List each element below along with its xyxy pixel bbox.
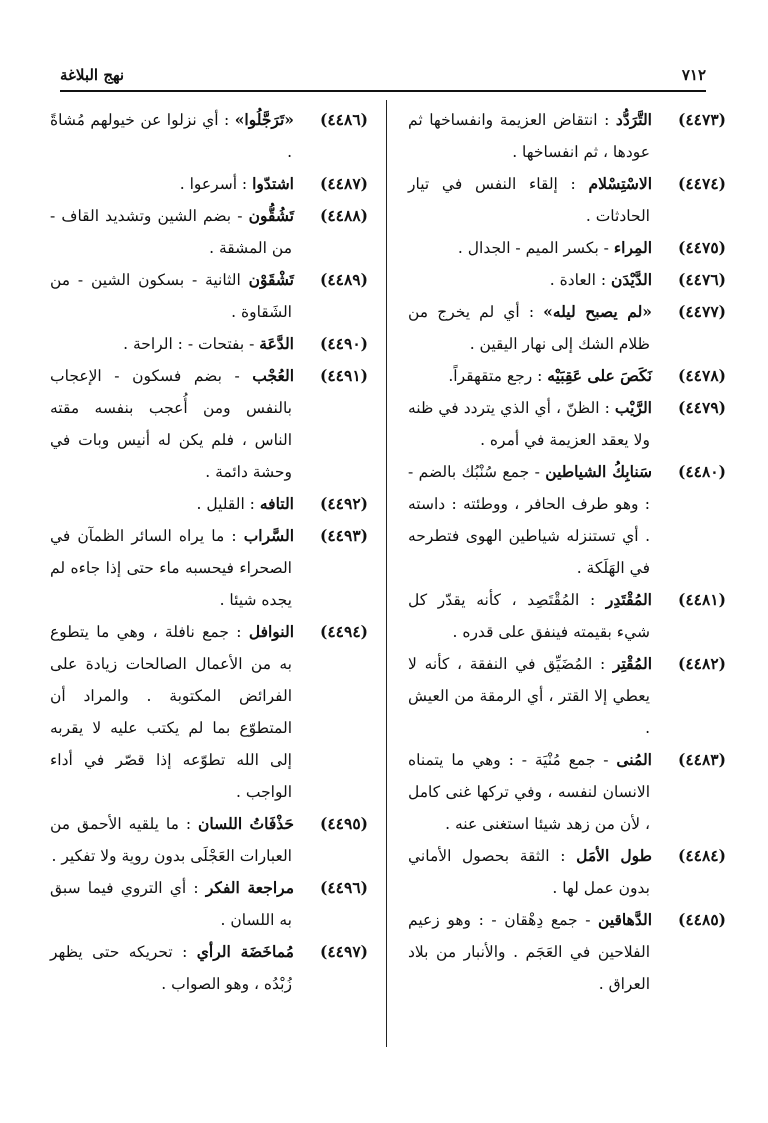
right-column: [408, 104, 726, 1000]
entry-number: (٤٤٧٩): [678, 398, 726, 417]
entry-definition: : انتقاض العزيمة وانفساخها ثم عودها ، ثم انفساخها .: [408, 111, 650, 161]
running-title: نهج البلاغة: [60, 66, 125, 84]
glossary-entry: [408, 744, 726, 840]
entry-definition: : الثقة بحصول الأماني بدون عمل لها .: [408, 847, 650, 897]
entry-headword: المُنى: [616, 750, 652, 769]
glossary-entry: [50, 328, 368, 360]
glossary-entry: [50, 808, 368, 872]
entry-headword: طول الأمَل: [576, 846, 652, 865]
entry-number: (٤٤٨٦): [320, 110, 368, 129]
entry-headword: النوافل: [248, 622, 294, 641]
entry-headword: الدَّيْدَن: [611, 270, 652, 289]
entry-number: (٤٤٨٠): [677, 462, 726, 481]
glossary-entry: [50, 264, 368, 328]
entry-headword: التافه: [259, 494, 294, 513]
entry-number: (٤٤٧٣): [678, 110, 726, 129]
entry-headword: الاسْتِسْلام: [588, 174, 652, 193]
entry-headword: المُقْتَدِر: [605, 590, 652, 609]
glossary-entry: [408, 584, 726, 648]
entry-headword: المُقْتِر: [612, 654, 652, 673]
entry-definition: : تحريكه حتى يظهر زُبْدُه ، وهو الصواب .: [50, 943, 292, 993]
entry-headword: مراجعة الفكر: [205, 878, 294, 897]
entry-number: (٤٤٨٨): [320, 206, 368, 225]
entry-number: (٤٤٩٣): [320, 526, 368, 545]
glossary-entry: [50, 616, 368, 808]
entry-number: (٤٤٩٥): [320, 814, 368, 833]
glossary-entry: [50, 200, 368, 264]
entry-definition: - بضم الشين وتشديد القاف - من المشقة .: [50, 207, 292, 257]
entry-definition: : إلقاء النفس في تيار الحادثات .: [408, 175, 650, 225]
glossary-entry: [408, 104, 726, 168]
glossary-entry: [408, 840, 726, 904]
entry-number: (٤٤٧٥): [678, 238, 726, 257]
entry-headword: العُجْب: [252, 366, 294, 385]
page-number: ٧١٢: [681, 66, 706, 84]
entry-number: (٤٤٧٨): [678, 366, 726, 385]
glossary-entry: [50, 488, 368, 520]
entry-headword: تَشُقُّون: [248, 206, 294, 225]
entry-number: (٤٤٨٤): [677, 846, 726, 865]
entry-definition: : أي نزلوا عن خيولهم مُشاةً .: [50, 111, 292, 161]
glossary-entry: [408, 648, 726, 744]
entry-headword: مُماخَضَة الرأي: [196, 942, 294, 961]
glossary-entry: [408, 456, 726, 584]
left-column: [50, 104, 368, 1000]
entry-headword: تَشْقَوْن: [248, 270, 294, 289]
entry-number: (٤٤٨٥): [678, 910, 726, 929]
entry-definition: - بضم فسكون - الإعجاب بالنفس ومن أُعجب بنفسه مقته الناس ، فلم يكن له أنيس وبات في وحشة دائمة .: [50, 367, 292, 481]
entry-headword: «لم يصبح ليله»: [543, 302, 652, 321]
entry-definition: الثانية - بسكون الشين - من الشَقاوة .: [50, 271, 292, 321]
entry-definition: - جمع سُنْبُك بالضم - : وهو طرف الحافر ، ووطئته : داسته . أي تستنزله شياطين الهوى فتطرحه في الهَلَكة .: [408, 463, 650, 577]
entry-number: (٤٤٨٧): [320, 174, 368, 193]
entry-definition: : أي التروي فيما سبق به اللسان .: [50, 879, 292, 929]
entry-headword: حَذْفَاتُ اللسان: [198, 814, 294, 833]
entry-definition: : ما يراه السائر الظمآن في الصحراء فيحسبه ماء حتى إذا جاءه لم يجده شيئا .: [50, 527, 292, 609]
glossary-entry: [408, 232, 726, 264]
entry-headword: نَكَصَ على عَقِبَيْه: [547, 366, 652, 385]
entry-headword: السَّراب: [243, 526, 294, 545]
entry-number: (٤٤٨٣): [677, 750, 726, 769]
entry-headword: الدَّهاقين: [598, 910, 652, 929]
glossary-entry: [408, 296, 726, 360]
entry-headword: «تَرَجَّلُوا»: [234, 110, 294, 129]
entry-definition: : المُضَيِّق في النفقة ، كأنه لا يعطي إلا القتر ، أي الرمقة من العيش .: [408, 655, 650, 737]
entry-definition: : العادة .: [549, 271, 607, 289]
entry-number: (٤٤٩٧): [320, 942, 368, 961]
glossary-entry: [408, 360, 726, 392]
glossary-entry: [50, 520, 368, 616]
column-divider: [386, 100, 387, 1047]
header-rule: [60, 90, 706, 92]
entry-number: (٤٤٩٤): [320, 622, 368, 641]
entry-definition: : أسرعوا .: [179, 175, 248, 193]
glossary-entry: [408, 264, 726, 296]
entry-definition: - بكسر الميم - الجدال .: [457, 239, 609, 257]
entry-definition: - بفتحات - : الراحة .: [123, 335, 255, 353]
entry-definition: : ما يلقيه الأحمق من العبارات العَجْلَى بدون روية ولا تفكير .: [50, 815, 292, 865]
page-header: [60, 62, 706, 88]
entry-definition: : الظنّ ، أي الذي يتردد في ظنه ولا يعقد العزيمة في أمره .: [408, 399, 650, 449]
entry-definition: : جمع نافلة ، وهي ما يتطوع به من الأعمال الصالحات زيادة على الفرائض المكتوبة . والمراد أن المتطوّع بما لم يكتب عليه لا يقربه إلى الله تطوّعه إذا قصّر في أداء الواجب .: [50, 623, 292, 801]
glossary-entry: [50, 104, 368, 168]
glossary-entry: [50, 872, 368, 936]
entry-headword: الرَّيْب: [614, 398, 652, 417]
entry-number: (٤٤٩٢): [320, 494, 368, 513]
entry-headword: الدَّعَة: [259, 334, 294, 353]
glossary-entry: [408, 904, 726, 1000]
entry-headword: المِراء: [613, 238, 652, 257]
glossary-entry: [50, 168, 368, 200]
glossary-entry: [50, 936, 368, 1000]
entry-definition: : أي لم يخرج من ظلام الشك إلى نهار اليقين .: [408, 303, 650, 353]
entry-definition: : رجع متقهقراً.: [448, 367, 543, 385]
entry-number: (٤٤٨٩): [319, 270, 368, 289]
glossary-entry: [408, 168, 726, 232]
entry-definition: : القليل .: [196, 495, 255, 513]
entry-number: (٤٤٩٠): [320, 334, 368, 353]
entry-definition: - جمع دِهْقان - : وهو زعيم الفلاحين في العَجَم . والأنبار من بلاد العراق .: [408, 911, 650, 993]
entry-number: (٤٤٩٦): [320, 878, 368, 897]
glossary-entry: [50, 360, 368, 488]
entry-definition: - جمع مُنْيَة - : وهي ما يتمناه الانسان لنفسه ، وفي تركها غنى كامل ، لأن من زهد شيئا استغنى عنه .: [408, 751, 650, 833]
entry-number: (٤٤٩١): [320, 366, 368, 385]
entry-number: (٤٤٧٧): [678, 302, 726, 321]
entry-headword: اشتدّوا: [252, 174, 294, 193]
entry-number: (٤٤٧٤): [678, 174, 726, 193]
entry-number: (٤٤٨١): [677, 590, 726, 609]
entry-number: (٤٤٧٦): [678, 270, 726, 289]
entry-headword: التَّرَدُّد: [615, 110, 652, 129]
entry-headword: سَنابِكُ الشياطين: [545, 462, 652, 481]
glossary-entry: [408, 392, 726, 456]
entry-definition: : المُقْتَصِد ، كأنه يقدّر كل شيء بقيمته فينفق على قدره .: [408, 591, 650, 641]
entry-number: (٤٤٨٢): [678, 654, 726, 673]
